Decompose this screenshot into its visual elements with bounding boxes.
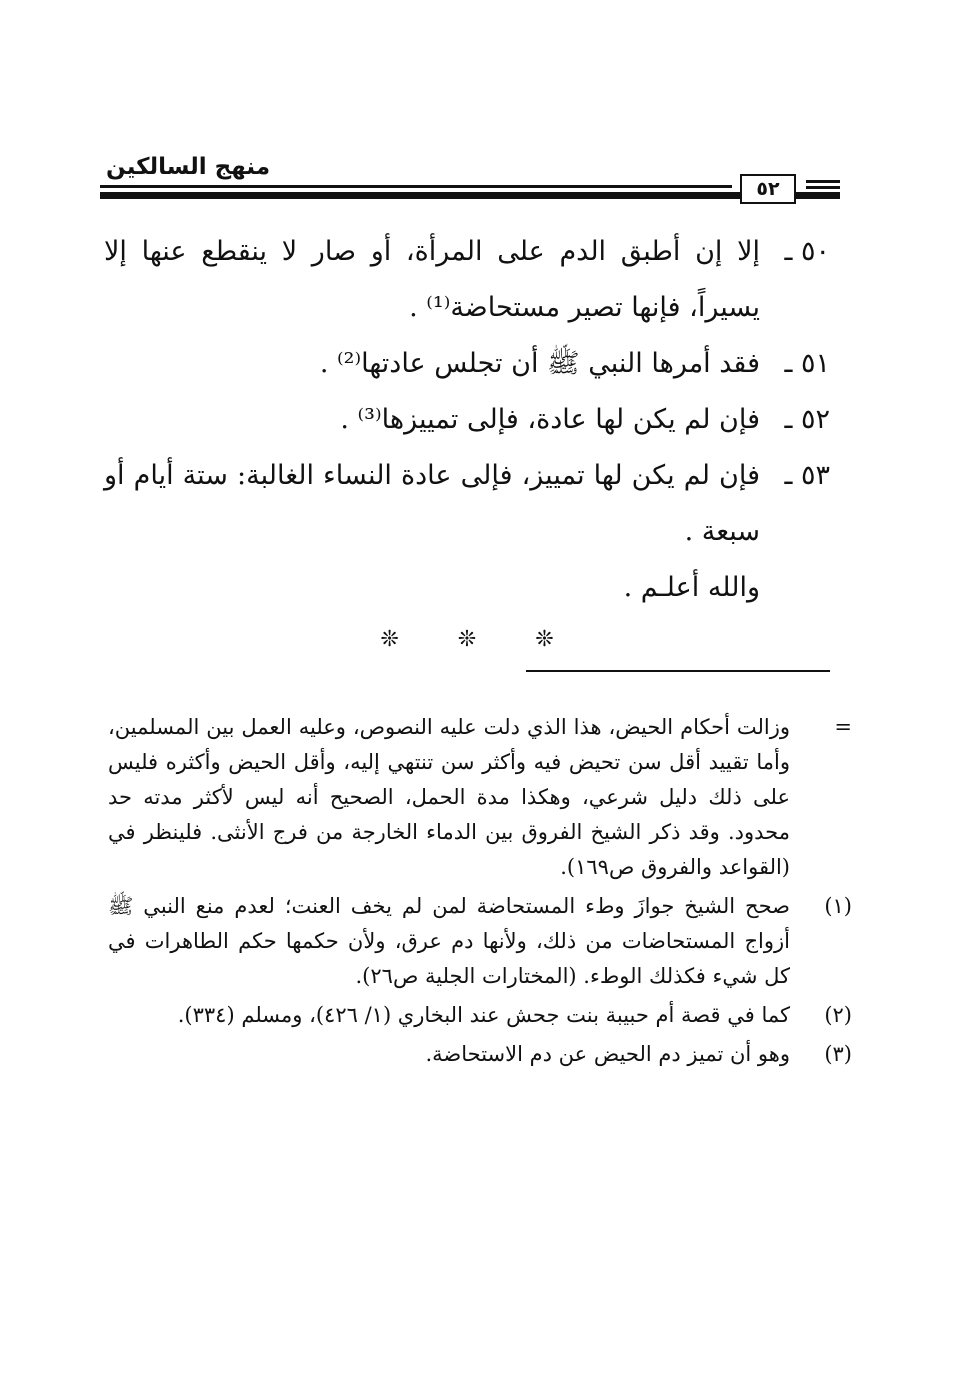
item-number: ٥٢ ـ bbox=[784, 404, 830, 435]
footnote-marker: (١) bbox=[824, 894, 852, 918]
book-title: منهج السالكين bbox=[106, 154, 271, 180]
header-rule-ornament-bottom bbox=[806, 186, 840, 189]
header-rule bbox=[100, 192, 840, 199]
header-rule-thin bbox=[100, 185, 732, 188]
item-text: فإن لم يكن لها تمييز، فإلى عادة النساء الغالبة: ستة أيام أو سبعة . bbox=[104, 460, 760, 547]
item-number: ٥٣ ـ bbox=[784, 460, 830, 491]
footnote-continuation bbox=[108, 710, 852, 885]
item-number: ٥١ ـ bbox=[784, 348, 830, 379]
footnote-text: وهو أن تميز دم الحيض عن دم الاستحاضة. bbox=[425, 1042, 790, 1066]
footnote-marker: (٢) bbox=[824, 1003, 852, 1027]
footnote-marker: = bbox=[834, 715, 852, 739]
closing-phrase: والله أعلـم . bbox=[623, 572, 760, 603]
item-text: فإن لم يكن لها عادة، فإلى تمييزها⁽³⁾ . bbox=[340, 404, 760, 435]
footnote-2 bbox=[108, 998, 852, 1033]
footnote-3 bbox=[108, 1037, 852, 1072]
header-rule-ornament-top bbox=[806, 180, 840, 183]
main-item bbox=[104, 224, 830, 336]
main-text bbox=[104, 224, 830, 660]
item-text: إلا إن أطبق الدم على المرأة، أو صار لا ينقطع عنها إلا يسيراً، فإنها تصير مستحاضة⁽¹⁾ . bbox=[104, 236, 760, 323]
footnote-marker: (٣) bbox=[824, 1042, 852, 1066]
page-header bbox=[100, 150, 840, 212]
item-text: فقد أمرها النبي ﷺ أن تجلس عادتها⁽²⁾ . bbox=[319, 348, 760, 379]
item-number: ٥٠ ـ bbox=[784, 236, 830, 267]
footnote-text: وزالت أحكام الحيض، هذا الذي دلت عليه النصوص، وعليه العمل بين المسلمين، وأما تقييد أقل سن تحيض فيه وأكثر سن تنتهي إليه، وأقل الحيض وأكثره فليس على ذلك دليل شرعي، وهكذا مدة الحمل، الصحيح أنه ليس لأكثر مدته حد محدود. وقد ذكر الشيخ الفروق بين الدماء الخارجة من فرج الأنثى. فلينظر في (القواعد والفروق ص١٦٩). bbox=[108, 715, 790, 879]
footnote-rule bbox=[526, 670, 830, 672]
footnote-text: صحح الشيخ جوازَ وطء المستحاضة لمن لم يخف العنت؛ لعدم منع النبي ﷺ أزواج المستحاضات من ذلك، ولأنها دم عرق، ولأن حكمها حكم الطاهرات في كل شيء فكذلك الوطء. (المختارات الجلية ص٢٦). bbox=[108, 894, 790, 988]
main-item bbox=[104, 336, 830, 392]
footnote-text: كما في قصة أم حبيبة بنت جحش عند البخاري (١/ ٤٢٦)، ومسلم (٣٣٤). bbox=[177, 1003, 790, 1027]
main-item bbox=[104, 392, 830, 448]
section-separator: ❊ ❊ ❊ bbox=[380, 627, 580, 652]
page-number: ٥٢ bbox=[740, 174, 796, 204]
main-item bbox=[104, 448, 830, 560]
footnote-1 bbox=[108, 889, 852, 994]
footnotes bbox=[108, 710, 852, 1076]
